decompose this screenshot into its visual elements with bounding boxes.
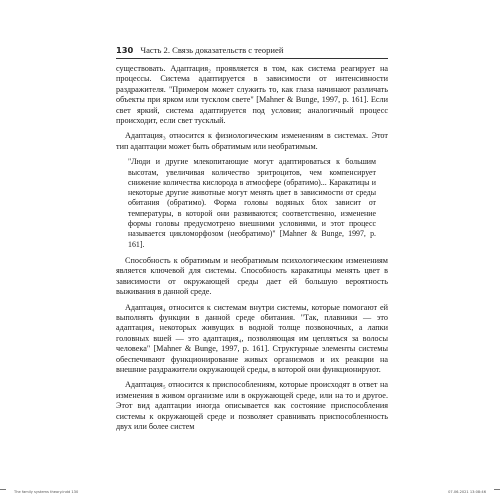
crop-mark	[494, 489, 500, 490]
footer-timestamp: 07.06.2021 13:08:46	[448, 490, 486, 494]
footer-file-info: The family systems theory.indd 130	[14, 490, 79, 494]
paragraph: Способность к обратимым и необратимым психологическим изменениям является ключевой для системы. Способность каракатицы менять цвет в зависимости от окружающей среды дает ей большую вероятность выживания в данной среде.	[116, 255, 388, 297]
crop-mark	[0, 489, 6, 490]
paragraph: существовать. Адаптация₂ проявляется в том, как система реагирует на процессы. Система адаптируется в зависимости от интенсивности раздражителя. "Примером может служить то, как глаза начинают различать объекты при ярком или тусклом свете" [Mahner & Bunge, 1997, p. 161]. Если свет яркий, система адаптируется под условия; аналогичный процесс происходит, если свет тусклый.	[116, 64, 388, 126]
paragraph: Адаптация₃ относится к физиологическим изменениям в системах. Этот тип адаптации может быть обратимым или необратимым.	[116, 131, 388, 151]
paragraph: Адаптация₄ относится к системам внутри системы, которые помогают ей выполнять функции в данной среде обитания. "Так, плавники — это адаптация₄ некоторых живущих в водной толще позвоночных, а лапки головных вшей — это адаптация₄, позволяющая им цепляться за волосы человека" [Mahner & Bunge, 1997, p. 161]. Структурные элементы системы обеспечивают функционирование живых организмов и их реакции на внешние раздражители окружающей среды, в которой они функционируют.	[116, 302, 388, 374]
page-number: 130	[116, 45, 134, 55]
block-quote: "Люди и другие млекопитающие могут адаптироваться к большим высотам, увеличивая количество эритроцитов, чем компенсирует снижение количества кислорода в атмосфере (обратимо)... Каракатицы и некоторые другие животные могут менять цвет в зависимости от среды обитания (обратимо). Форма головы водяных блох зависит от температуры, в которой они развиваются; соответственно, изменение формы головы предусмотрено внешними условиями, и этот процесс называется цикломорфозом (необратимо)" [Mahner & Bunge, 1997, p. 161].	[128, 157, 376, 249]
paragraph: Адаптация₅ относится к приспособлениям, которые происходят в ответ на изменения в живом организме или в окружающей среде, или на то и другое. Этот вид адаптации иногда описывается как состояние приспособления системы к окружающей среде и позволяет сравнивать приспособленность двух или более систем	[116, 380, 388, 432]
print-footer	[14, 490, 486, 498]
running-title: Часть 2. Связь доказательств с теорией	[140, 45, 284, 55]
running-header	[116, 45, 388, 59]
body-text	[116, 64, 388, 437]
